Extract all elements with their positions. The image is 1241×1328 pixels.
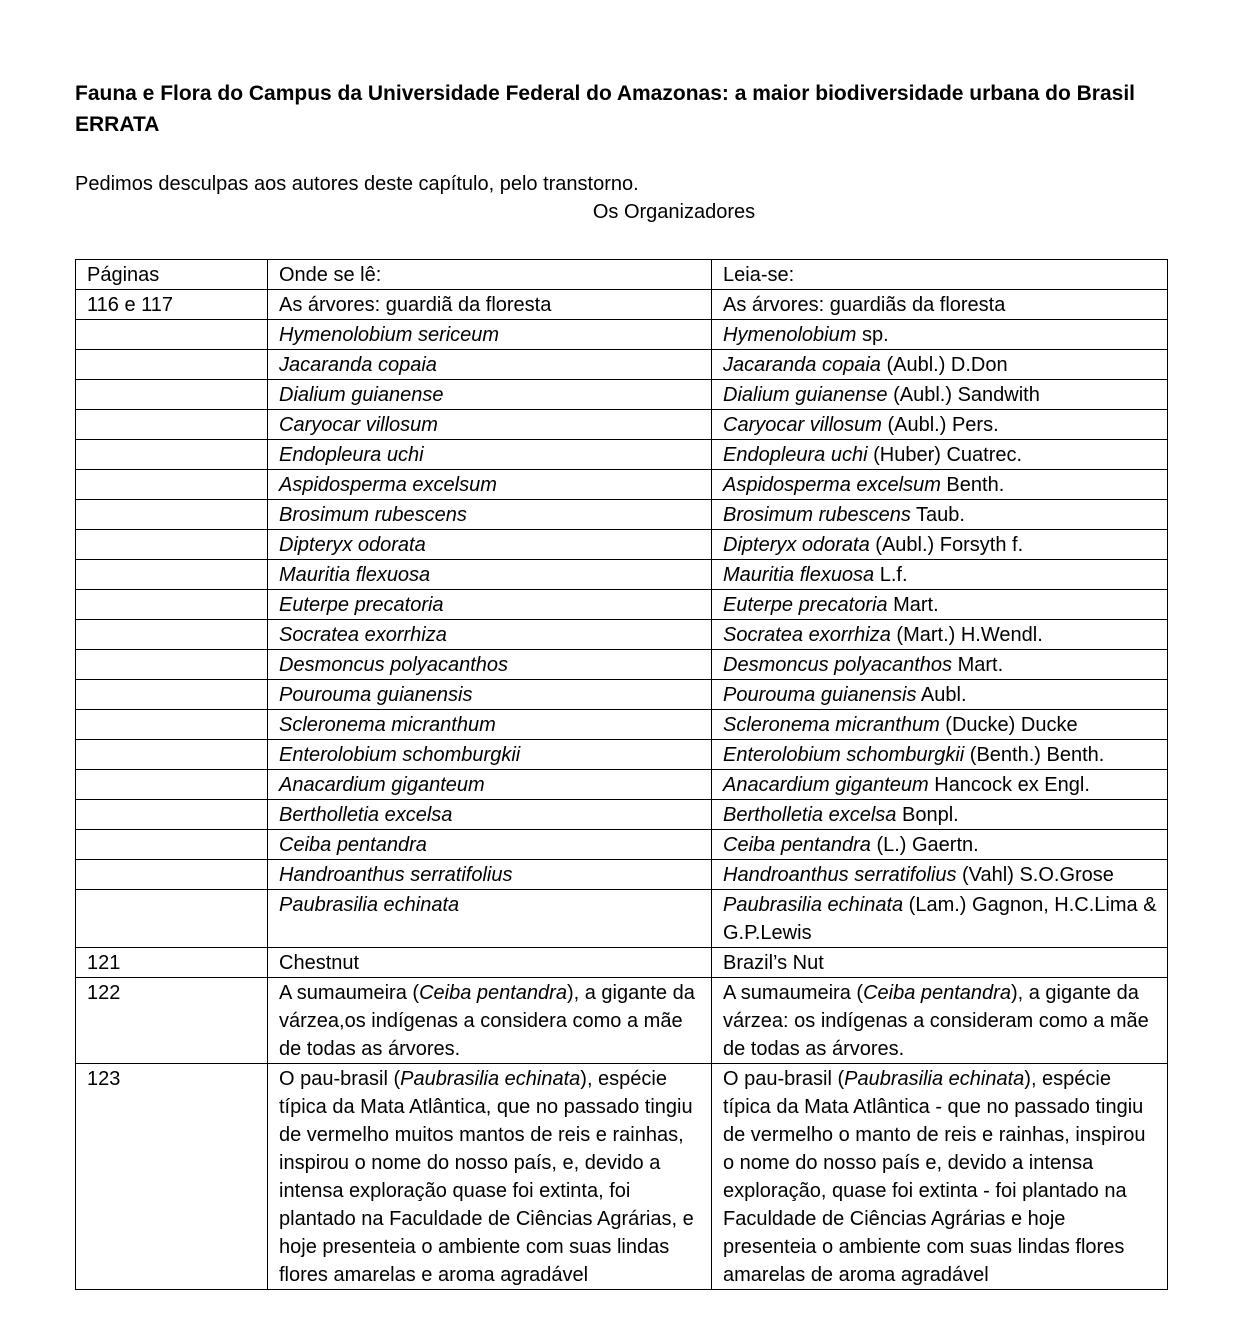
wrong-text-cell (268, 440, 712, 470)
text-segment: As árvores: guardiãs da floresta (723, 294, 1006, 316)
species-name: Aspidosperma excelsum (279, 474, 497, 496)
correct-text-cell (712, 320, 1168, 350)
table-row (76, 948, 1168, 978)
text-segment: L.f. (874, 564, 908, 586)
wrong-text-cell (268, 710, 712, 740)
species-name: Bertholletia excelsa (723, 804, 897, 826)
wrong-text-cell (268, 380, 712, 410)
table-row (76, 500, 1168, 530)
page-cell (76, 380, 268, 410)
page-cell (76, 500, 268, 530)
correct-text-cell (712, 380, 1168, 410)
table-row (76, 470, 1168, 500)
page-cell (76, 740, 268, 770)
table-row (76, 710, 1168, 740)
species-name: Hymenolobium (723, 324, 857, 346)
text-segment: ), espécie típica da Mata Atlântica - que no passado tingiu de vermelho o manto de reis e rainhas, inspirou o nome do nosso país e, devido a intensa exploração, quase foi extinta - foi plantado na Faculdade de Ciências Agrárias e hoje presenteia o ambiente com suas lindas flores amarelas de aroma agradável (723, 1068, 1146, 1286)
table-row (76, 890, 1168, 948)
species-name: Ceiba pentandra (863, 982, 1011, 1004)
title-line: Fauna e Flora do Campus da Universidade Federal do Amazonas: a maior biodiversidade urbana do Brasil (75, 82, 1135, 105)
text-segment: O pau-brasil ( (279, 1068, 401, 1090)
text-segment: Hancock ex Engl. (928, 774, 1090, 796)
species-name: Socratea exorrhiza (723, 624, 891, 646)
table-row (76, 440, 1168, 470)
page-cell (76, 620, 268, 650)
table-row (76, 1064, 1168, 1290)
table-row (76, 740, 1168, 770)
species-name: Brosimum rubescens (723, 504, 911, 526)
errata-table (75, 259, 1168, 1290)
page-cell: 122 (76, 978, 268, 1064)
wrong-text-cell (268, 560, 712, 590)
text-segment: (Huber) Cuatrec. (867, 444, 1023, 466)
species-name: Enterolobium schomburgkii (723, 744, 965, 766)
wrong-text-cell (268, 350, 712, 380)
table-row (76, 320, 1168, 350)
page-cell (76, 590, 268, 620)
species-name: Euterpe precatoria (279, 594, 444, 616)
page-cell (76, 830, 268, 860)
species-name: Dipteryx odorata (279, 534, 426, 556)
text-segment: (Benth.) Benth. (964, 744, 1105, 766)
correct-text-cell (712, 560, 1168, 590)
table-row (76, 978, 1168, 1064)
table-row (76, 860, 1168, 890)
wrong-text-cell (268, 800, 712, 830)
correct-text-cell (712, 710, 1168, 740)
text-segment: (Aubl.) D.Don (880, 354, 1008, 376)
correct-text-cell (712, 350, 1168, 380)
species-name: Mauritia flexuosa (279, 564, 431, 586)
page-cell: 121 (76, 948, 268, 978)
text-segment: (Aubl.) Forsyth f. (869, 534, 1024, 556)
page-cell (76, 860, 268, 890)
wrong-text-cell (268, 770, 712, 800)
correct-text-cell (712, 530, 1168, 560)
wrong-text-cell (268, 590, 712, 620)
page-cell: 123 (76, 1064, 268, 1290)
table-row (76, 650, 1168, 680)
table-row (76, 680, 1168, 710)
species-name: Scleronema micranthum (279, 714, 496, 736)
species-name: Dialium guianense (279, 384, 444, 406)
signature: Os Organizadores (592, 201, 756, 223)
table-row (76, 590, 1168, 620)
species-name: Ceiba pentandra (279, 834, 427, 856)
wrong-text-cell (268, 860, 712, 890)
wrong-text-cell (268, 650, 712, 680)
correct-text-cell (712, 590, 1168, 620)
text-segment: sp. (856, 324, 889, 346)
text-segment: O pau-brasil ( (723, 1068, 845, 1090)
wrong-text-cell (268, 290, 712, 320)
species-name: Dialium guianense (723, 384, 888, 406)
text-segment: (Ducke) Ducke (939, 714, 1078, 736)
correct-text-cell (712, 890, 1168, 948)
wrong-text-cell (268, 978, 712, 1064)
page-cell (76, 440, 268, 470)
header-right: Leia-se: (712, 260, 1168, 290)
apology-text: Pedimos desculpas aos autores deste capítulo, pelo transtorno. (75, 173, 639, 195)
species-name: Endopleura uchi (279, 444, 424, 466)
page-cell (76, 530, 268, 560)
text-segment: (Lam.) Gagnon, H.C.Lima & G.P.Lewis (723, 894, 1157, 944)
species-name: Caryocar villosum (279, 414, 438, 436)
species-name: Socratea exorrhiza (279, 624, 447, 646)
species-name: Euterpe precatoria (723, 594, 888, 616)
table-header-row (76, 260, 1168, 290)
text-segment: (Aubl.) Pers. (881, 414, 999, 436)
text-segment: (Vahl) S.O.Grose (956, 864, 1114, 886)
table-row (76, 830, 1168, 860)
correct-text-cell (712, 830, 1168, 860)
page-cell (76, 710, 268, 740)
wrong-text-cell (268, 740, 712, 770)
species-name: Ceiba pentandra (419, 982, 567, 1004)
species-name: Jacaranda copaia (279, 354, 437, 376)
errata-heading: ERRATA (75, 113, 160, 136)
correct-text-cell (712, 290, 1168, 320)
species-name: Enterolobium schomburgkii (279, 744, 521, 766)
table-row (76, 530, 1168, 560)
text-segment: Taub. (910, 504, 965, 526)
table-row (76, 800, 1168, 830)
page-cell (76, 800, 268, 830)
correct-text-cell (712, 500, 1168, 530)
header-pages: Páginas (76, 260, 268, 290)
species-name: Pourouma guianensis (279, 684, 473, 706)
correct-text-cell (712, 620, 1168, 650)
text-segment: As árvores: guardiã da floresta (279, 294, 552, 316)
text-segment: (L.) Gaertn. (870, 834, 979, 856)
species-name: Desmoncus polyacanthos (723, 654, 953, 676)
species-name: Bertholletia excelsa (279, 804, 453, 826)
wrong-text-cell (268, 830, 712, 860)
wrong-text-cell (268, 890, 712, 948)
species-name: Brosimum rubescens (279, 504, 467, 526)
text-segment: ), espécie típica da Mata Atlântica, que no passado tingiu de vermelho muitos mantos de reis e rainhas, inspirou o nome do nosso país, e, devido a intensa exploração quase foi extinta, foi plantado na Faculdade de Ciências Agrárias, e hoje presenteia o ambiente com suas lindas flores amarelas e aroma agradável (279, 1068, 694, 1286)
wrong-text-cell (268, 680, 712, 710)
species-name: Dipteryx odorata (723, 534, 870, 556)
wrong-text-cell (268, 948, 712, 978)
text-segment: Benth. (940, 474, 1005, 496)
text-segment: Aubl. (916, 684, 967, 706)
correct-text-cell (712, 740, 1168, 770)
table-row (76, 770, 1168, 800)
table-row (76, 620, 1168, 650)
page-cell (76, 350, 268, 380)
species-name: Anacardium giganteum (279, 774, 485, 796)
correct-text-cell (712, 770, 1168, 800)
species-name: Caryocar villosum (723, 414, 882, 436)
correct-text-cell (712, 800, 1168, 830)
species-name: Endopleura uchi (723, 444, 868, 466)
page-cell (76, 650, 268, 680)
page-cell (76, 470, 268, 500)
wrong-text-cell (268, 320, 712, 350)
page-cell: 116 e 117 (76, 290, 268, 320)
table-row (76, 380, 1168, 410)
table-row (76, 350, 1168, 380)
table-row (76, 560, 1168, 590)
species-name: Handroanthus serratifolius (723, 864, 957, 886)
species-name: Handroanthus serratifolius (279, 864, 513, 886)
species-name: Paubrasilia echinata (400, 1068, 581, 1090)
wrong-text-cell (268, 470, 712, 500)
correct-text-cell (712, 680, 1168, 710)
table-row (76, 290, 1168, 320)
species-name: Pourouma guianensis (723, 684, 917, 706)
species-name: Mauritia flexuosa (723, 564, 875, 586)
wrong-text-cell (268, 410, 712, 440)
species-name: Paubrasilia echinata (279, 894, 460, 916)
species-name: Paubrasilia echinata (844, 1068, 1025, 1090)
correct-text-cell (712, 860, 1168, 890)
page-cell (76, 320, 268, 350)
text-segment: Bonpl. (896, 804, 959, 826)
correct-text-cell (712, 410, 1168, 440)
correct-text-cell (712, 650, 1168, 680)
text-segment: A sumaumeira ( (723, 982, 864, 1004)
species-name: Scleronema micranthum (723, 714, 940, 736)
wrong-text-cell (268, 530, 712, 560)
correct-text-cell (712, 948, 1168, 978)
text-segment: Mart. (887, 594, 939, 616)
page-cell (76, 560, 268, 590)
table-row (76, 410, 1168, 440)
text-segment: ), a gigante da várzea: os indígenas a consideram como a mãe de todas as árvores. (723, 982, 1149, 1060)
correct-text-cell (712, 978, 1168, 1064)
species-name: Jacaranda copaia (723, 354, 881, 376)
text-segment: Chestnut (279, 952, 360, 974)
species-name: Paubrasilia echinata (723, 894, 904, 916)
correct-text-cell (712, 1064, 1168, 1290)
wrong-text-cell (268, 1064, 712, 1290)
species-name: Hymenolobium sericeum (279, 324, 500, 346)
wrong-text-cell (268, 500, 712, 530)
species-name: Ceiba pentandra (723, 834, 871, 856)
text-segment: Brazil’s Nut (723, 952, 824, 974)
page-cell (76, 770, 268, 800)
correct-text-cell (712, 470, 1168, 500)
text-segment: (Mart.) H.Wendl. (890, 624, 1043, 646)
document-title (75, 78, 1135, 140)
species-name: Aspidosperma excelsum (723, 474, 941, 496)
page-cell (76, 890, 268, 948)
text-segment: Mart. (952, 654, 1004, 676)
species-name: Desmoncus polyacanthos (279, 654, 509, 676)
correct-text-cell (712, 440, 1168, 470)
text-segment: ), a gigante da várzea,os indígenas a considera como a mãe de todas as árvores. (279, 982, 695, 1060)
header-wrong: Onde se lê: (268, 260, 712, 290)
wrong-text-cell (268, 620, 712, 650)
page-cell (76, 680, 268, 710)
text-segment: (Aubl.) Sandwith (887, 384, 1040, 406)
species-name: Anacardium giganteum (723, 774, 929, 796)
page-cell (76, 410, 268, 440)
text-segment: A sumaumeira ( (279, 982, 420, 1004)
